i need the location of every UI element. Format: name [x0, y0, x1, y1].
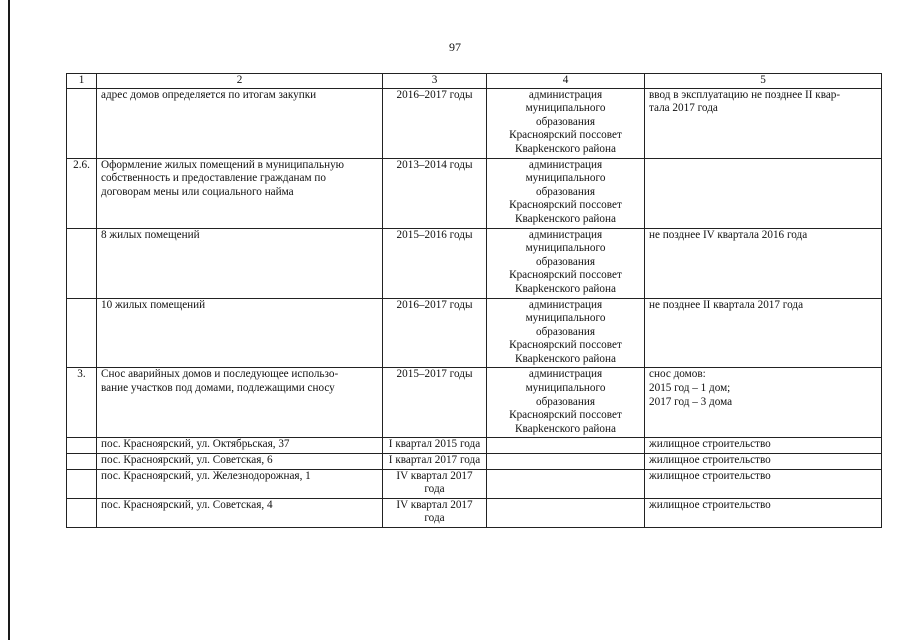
- row-number: [67, 498, 97, 527]
- measure-description: пос. Красноярский, ул. Октябрьская, 37: [97, 438, 383, 454]
- header-row: [67, 74, 882, 89]
- measure-period: 2016–2017 годы: [383, 298, 487, 368]
- header-col-3: 3: [383, 74, 487, 89]
- header-col-4: 4: [487, 74, 645, 89]
- measure-period: I квартал 2017 года: [383, 454, 487, 470]
- page-number: 97: [449, 40, 461, 54]
- measure-result: жилищное строительство: [645, 469, 882, 498]
- table-row: [67, 498, 882, 527]
- measure-executor: администрация муниципального образования Красноярский поссовет Кварkенского района: [487, 158, 645, 228]
- table-row: [67, 368, 882, 438]
- measure-result: жилищное строительство: [645, 454, 882, 470]
- row-number: 3.: [67, 368, 97, 438]
- measure-result: жилищное строительство: [645, 438, 882, 454]
- scan-edge-line: [8, 0, 10, 640]
- measure-description: 10 жилых помещений: [97, 298, 383, 368]
- measure-description: 8 жилых помещений: [97, 228, 383, 298]
- table-row: [67, 88, 882, 158]
- measure-description: Снос аварийных домов и последующее использо- вание участков под домами, подлежащими сносу: [97, 368, 383, 438]
- measure-result: [645, 158, 882, 228]
- measure-executor: [487, 498, 645, 527]
- measure-period: 2013–2014 годы: [383, 158, 487, 228]
- measure-result: не позднее IV квартала 2016 года: [645, 228, 882, 298]
- measure-description: пос. Красноярский, ул. Советская, 6: [97, 454, 383, 470]
- measure-period: 2016–2017 годы: [383, 88, 487, 158]
- measure-description: пос. Красноярский, ул. Железнодорожная, 1: [97, 469, 383, 498]
- measure-executor: администрация муниципального образования Красноярский поссовет Кварkенского района: [487, 228, 645, 298]
- row-number: [67, 438, 97, 454]
- measure-description: пос. Красноярский, ул. Советская, 4: [97, 498, 383, 527]
- measure-description: Оформление жилых помещений в муниципальную собственность и предоставление гражданам по договорам мены или социального найма: [97, 158, 383, 228]
- measure-executor: администрация муниципального образования Красноярский поссовет Кварkенского района: [487, 368, 645, 438]
- table-row: [67, 469, 882, 498]
- measure-description: адрес домов определяется по итогам закупки: [97, 88, 383, 158]
- row-number: 2.6.: [67, 158, 97, 228]
- row-number: [67, 469, 97, 498]
- measure-result: не позднее II квартала 2017 года: [645, 298, 882, 368]
- measure-executor: [487, 438, 645, 454]
- table-row: [67, 228, 882, 298]
- measure-period: IV квартал 2017 года: [383, 469, 487, 498]
- measure-executor: [487, 454, 645, 470]
- measure-executor: [487, 469, 645, 498]
- row-number: [67, 298, 97, 368]
- table-row: [67, 438, 882, 454]
- measure-period: 2015–2017 годы: [383, 368, 487, 438]
- header-col-5: 5: [645, 74, 882, 89]
- measure-period: 2015–2016 годы: [383, 228, 487, 298]
- measure-executor: администрация муниципального образования Красноярский поссовет Кварkенского района: [487, 88, 645, 158]
- measure-executor: администрация муниципального образования Красноярский поссовет Кварkенского района: [487, 298, 645, 368]
- measure-result: жилищное строительство: [645, 498, 882, 527]
- header-col-1: 1: [67, 74, 97, 89]
- header-col-2: 2: [97, 74, 383, 89]
- table-row: [67, 298, 882, 368]
- measure-period: IV квартал 2017 года: [383, 498, 487, 527]
- measure-result: ввод в эксплуатацию не позднее II квар- тала 2017 года: [645, 88, 882, 158]
- row-number: [67, 454, 97, 470]
- row-number: [67, 228, 97, 298]
- table-row: [67, 158, 882, 228]
- measure-result: снос домов: 2015 год – 1 дом; 2017 год – 3 дома: [645, 368, 882, 438]
- table-row: [67, 454, 882, 470]
- row-number: [67, 88, 97, 158]
- program-measures-table: [66, 73, 882, 528]
- measure-period: I квартал 2015 года: [383, 438, 487, 454]
